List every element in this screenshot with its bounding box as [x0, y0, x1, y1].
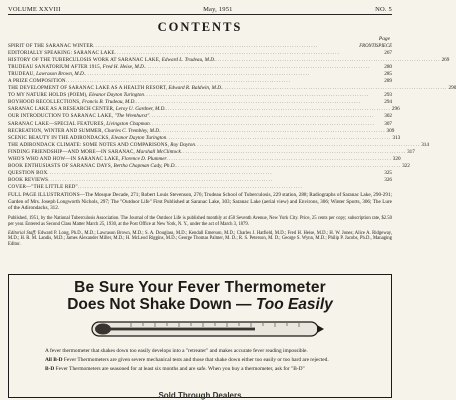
toc-entry: [8, 92, 392, 99]
toc-title: TRUDEAU,: [8, 71, 35, 78]
toc-leader-dots: [222, 85, 446, 92]
toc-page-number: 320: [392, 155, 401, 162]
toc-author: Lawrason Brown, M.D.: [36, 71, 86, 78]
toc-leader-dots: [166, 135, 390, 142]
volume-label: VOLUME XXVIII: [8, 6, 61, 13]
toc-entry: [8, 43, 392, 50]
toc-entry: [8, 141, 429, 149]
toc-author: Florence D. Plummer: [121, 155, 167, 162]
toc-page-number: 285: [384, 71, 392, 78]
publication-note: Published, 1951, by the National Tuberculosis Association. The Journal of the Outdoor Life is published monthly at 450 Seventh Avenue, New York City. Price, 25 cents per copy; subscription rate, $2.50 per year. Entered as Second Class Matter March 25, 1930, at the Post Office at New York, N. Y., under the act of March 3, 1879.: [8, 215, 392, 227]
ad-headline-2a: Does Not Shake Down —: [67, 296, 252, 313]
ad-p3-bold: B-D: [45, 365, 55, 372]
toc-author: Fred H. Heise, M.D.: [102, 64, 146, 71]
thermometer-illustration: [91, 316, 327, 342]
toc-author: Roy Dayton: [170, 141, 195, 148]
toc-author: Bertha Chapman Cady, Ph.D.: [113, 162, 176, 169]
toc-leader-dots: [176, 163, 400, 170]
toc-entry: [8, 162, 410, 170]
toc-title: COVER—"THE LITTLE RED": [8, 183, 78, 190]
toc-leader-dots: [85, 71, 382, 78]
illustrations-text: —The Mosque Decade, 271; Robert Louis Stevenson, 276; Trudeau School of Tuberculosis, 229 station, 288; Radiographs of Saranac Lake, 290-291; Garden of Mrs. Joseph Longworth Nichols, 297; The "Outdoor Life" First Published at Saranac Lake, 303; Saranac Lake (aerial view) and Environs, 306; Winter Sports, 306; The Lure of the Adirondacks, 312.: [8, 191, 392, 212]
contents-heading: CONTENTS: [157, 20, 243, 34]
toc-title: SCENIC BEAUTY IN THE ADIRONDACKS,: [8, 134, 110, 141]
toc-page-number: 290: [448, 85, 456, 92]
toc-page-number: FRONTISPIECE: [359, 44, 392, 49]
illustrations-lead: FULL PAGE ILLUSTRATIONS: [8, 191, 80, 198]
toc-leader-dots: [166, 106, 390, 113]
toc-title: TRUDEAU SANATORIUM AFTER 1915,: [8, 64, 102, 71]
ad-p2-bold: All B-D: [45, 356, 63, 363]
toc-title: BOOK REVIEWS: [8, 176, 49, 183]
toc-leader-dots: [115, 50, 383, 57]
toc-entry: [8, 64, 392, 71]
toc-title: WHO'S WHO AND HOW—IN SARANAC LAKE,: [8, 155, 121, 162]
toc-page-number: 309: [386, 127, 395, 134]
toc-entry: [8, 57, 450, 64]
toc-page-number: 289: [384, 78, 392, 85]
ad-signoff: Sold Through Dealers: [158, 391, 242, 400]
toc-title: OUR INTRODUCTION TO SARANAC LAKE,: [8, 113, 114, 120]
toc-entry: [8, 50, 392, 57]
toc-author: Eleanor Dayton Turington: [111, 134, 167, 141]
toc-leader-dots: [195, 142, 419, 149]
toc-leader-dots: [150, 121, 383, 128]
toc-leader-dots: [136, 99, 383, 106]
toc-title: THE DEVELOPMENT OF SARANAC LAKE AS A HEALTH RESORT,: [8, 85, 168, 92]
ad-headline-2b: Too Easily: [255, 296, 333, 313]
header-rule: [8, 14, 392, 15]
toc-author: "The Wrenhurst": [114, 113, 150, 120]
toc-entry: [8, 155, 401, 163]
ad-headline-line-1: Be Sure Your Fever Thermometer: [74, 279, 326, 296]
editorial-staff: [8, 231, 392, 249]
toc-leader-dots: [48, 177, 382, 184]
toc-page-number: 322: [402, 162, 410, 169]
toc-leader-dots: [181, 149, 405, 156]
toc-page-number: [390, 184, 392, 191]
toc-page-number: 280: [384, 64, 392, 71]
toc-page-number: 269: [441, 57, 450, 64]
running-header: [8, 0, 392, 13]
toc-title: EDITORIALLY SPEAKING: SARANAC LAKE: [8, 50, 115, 57]
toc-page-number: 313: [392, 134, 401, 141]
toc-entry: [8, 134, 401, 142]
ad-headline-line-2: [9, 296, 391, 313]
thermometer-advertisement: [8, 274, 392, 398]
toc-entry: [8, 127, 395, 135]
toc-page-number: 294: [384, 99, 392, 106]
editorial-label: Editorial Staff:: [8, 230, 37, 236]
ad-p3-text: Fever Thermometers are seasoned for at least six months and are safe. When you buy a thermometer, ask for "B-D": [54, 365, 305, 372]
toc-author: Charles C. Trembley, M.D.: [104, 127, 161, 134]
ad-paragraph-3: [45, 366, 357, 373]
toc-author: Eleanor Dayton Turington: [88, 92, 144, 99]
toc-author: Leroy U. Gardner, M.D.: [115, 106, 166, 113]
toc-page-number: 325: [384, 169, 392, 176]
toc-page-number: 307: [384, 120, 392, 127]
illustrations-note: [8, 192, 392, 212]
ad-paragraph-1: A fever thermometer that shakes down too easily develops into a "retreater" and makes accurate fever reading impossible.: [45, 348, 308, 354]
toc-leader-dots: [78, 184, 390, 191]
ad-body-copy: [45, 348, 357, 375]
toc-page-number: 302: [384, 113, 392, 120]
toc-author: Livingston Chapman: [106, 120, 150, 127]
toc-leader-dots: [93, 43, 357, 50]
toc-leader-dots: [47, 170, 382, 177]
toc-title: THE ADIRONDACK CLIMATE: SOME NOTES AND COMPARISONS,: [8, 141, 169, 148]
toc-title: SARANAC LAKE AS A RESEARCH CENTER,: [8, 106, 115, 113]
toc-entry: [8, 78, 392, 85]
toc-title: SARANAC LAKE—SPECIAL FEATURES,: [8, 120, 105, 127]
page-column-label: Page: [378, 36, 390, 42]
toc-author: Edward R. Baldwin, M.D.: [168, 85, 223, 92]
toc-author: Francis B. Trudeau, M.D.: [81, 99, 136, 106]
toc-title: TO MY NATURE HOLDS (POEM),: [8, 92, 88, 99]
toc-entry: [8, 170, 392, 177]
toc-author: Marshall McClintock: [136, 148, 181, 155]
ad-paragraph-2: [45, 357, 357, 364]
issue-number: NO. 5: [375, 6, 392, 13]
toc-page-number: 296: [391, 106, 400, 113]
toc-entry: [8, 148, 415, 156]
toc-title: SPIRIT OF THE SARANAC WINTER: [8, 43, 94, 49]
toc-leader-dots: [145, 64, 382, 71]
toc-page-number: 267: [384, 50, 392, 57]
toc-author: Edward L. Trudeau, M.D.: [161, 57, 216, 64]
toc-entry: [8, 71, 392, 78]
toc-leader-dots: [149, 113, 382, 120]
toc-entry: [8, 121, 392, 128]
toc-leader-dots: [167, 156, 391, 163]
toc-title: BOOK ENTHUSIASTS OF SARANAC DAYS,: [8, 162, 113, 169]
toc-entry: [8, 106, 400, 113]
toc-title: HISTORY OF THE TUBERCULOSIS WORK AT SARANAC LAKE,: [8, 57, 161, 64]
toc-leader-dots: [215, 57, 439, 64]
toc-page-number: 317: [407, 148, 415, 155]
toc-title: BOYHOOD RECOLLECTIONS,: [8, 99, 81, 106]
table-of-contents: [8, 43, 456, 191]
toc-page-number: 314: [421, 141, 429, 148]
toc-title: FINDING FRIENDSHIP—AND MORE—IN SARANAC,: [8, 148, 135, 155]
editorial-text: Edward P. Long, Ph.D., M.D.; Lawrason Brown, M.D.; S. A. Douglass, M.D.; Kendall Emerson, M.D.; Charles J. Hatfield, M.D.; Fred H. Heise, M.D.; H. W. Jones; Alice A. Ridgeway, M.D.; H. R. M. Landis, M.D.; James Alexander Miller, M.D.; H. McLeod Riggins, M.D.; George Thomas Palmer, M. D.; R. S. Peterson, M. D.; George S. Wynn, M.D.; Philip P. Jacobs, Ph.D., Managing Editor.: [8, 230, 392, 248]
ad-p2-text: Fever Thermometers are given severe mechanical tests and those that shake down either too easily or too hard are rejected.: [62, 356, 329, 363]
toc-entry: [8, 113, 392, 120]
issue-date: May, 1951: [203, 6, 233, 13]
toc-title: A PRIZE COMPOSITION: [8, 78, 66, 85]
toc-leader-dots: [160, 128, 384, 135]
toc-entry: [8, 184, 392, 191]
toc-page-number: 293: [384, 92, 392, 99]
toc-title: RECREATION, WINTER AND SUMMER,: [8, 127, 104, 134]
toc-entry: [8, 99, 392, 106]
toc-leader-dots: [66, 78, 382, 85]
toc-entry: [8, 177, 392, 184]
toc-title: QUESTION BOX: [8, 169, 48, 176]
toc-page-number: 326: [384, 176, 392, 183]
toc-leader-dots: [144, 92, 382, 99]
